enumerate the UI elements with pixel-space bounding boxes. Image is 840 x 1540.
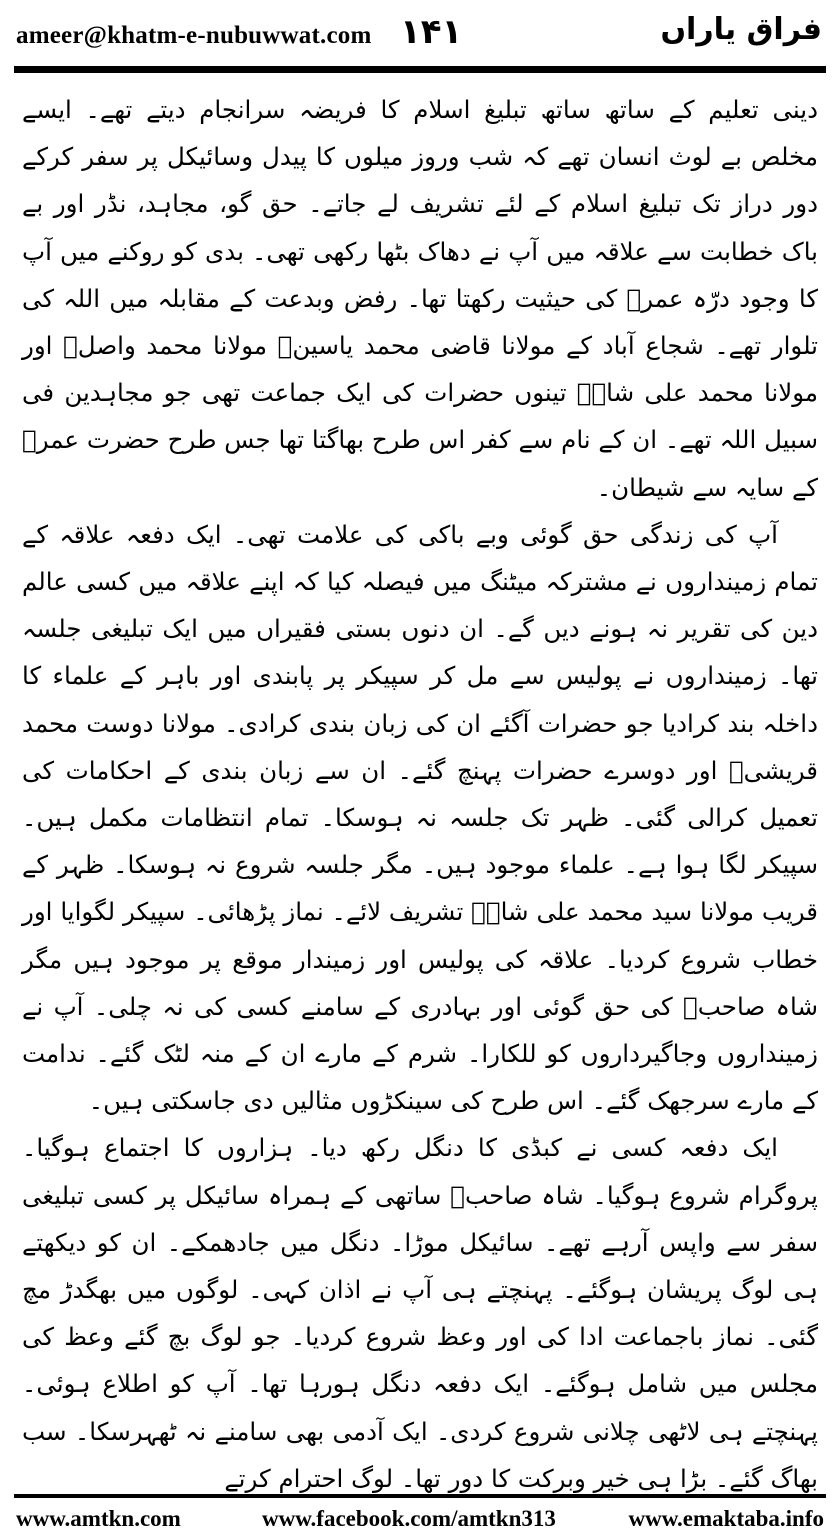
header-email: ameer@khatm-e-nubuwwat.com [16, 22, 372, 49]
page-header [0, 0, 840, 82]
page-number: ۱۴۱ [400, 12, 463, 52]
paragraph: دینی تعلیم کے ساتھ ساتھ تبلیغ اسلام کا فریضہ سرانجام دیتے تھے۔ ایسے مخلص بے لوث انسان تھے کہ شب وروز میلوں کا پیدل وسائیکل پر سفر کرکے دور دراز تک تبلیغ اسلام کے لئے تشریف لے جاتے۔ حق گو، مجاہد، نڈر اور بے باک خطابت سے علاقہ میں آپ نے دھاک بٹھا رکھی تھی۔ بدی کو روکنے میں آپ کا وجود درّہ عمرؓ کی حیثیت رکھتا تھا۔ رفض وبدعت کے مقابلہ میں اللہ کی تلوار تھے۔ شجاع آباد کے مولانا قاضی محمد یاسینؒ مولانا محمد واصلؒ اور مولانا محمد علی شاہؒ تینوں حضرات کی ایک جماعت تھی جو مجاہدین فی سبیل اللہ تھے۔ ان کے نام سے کفر اس طرح بھاگتا تھا جس طرح حضرت عمرؓ کے سایہ سے شیطان۔ [22, 95, 818, 502]
footer-link-emaktaba[interactable]: www.emaktaba.info [628, 1506, 824, 1531]
footer-link-facebook[interactable]: www.facebook.com/amtkn313 [262, 1506, 556, 1531]
paragraph: ایک دفعہ کسی نے کبڈی کا دنگل رکھ دیا۔ ہزاروں کا اجتماع ہوگیا۔ پروگرام شروع ہوگیا۔ شاہ صاحبؒ ساتھی کے ہمراہ سائیکل پر کسی تبلیغی سفر سے واپس آرہے تھے۔ سائیکل موڑا۔ دنگل میں جادھمکے۔ ان کو دیکھتے ہی لوگ پریشان ہوگئے۔ پہنچتے ہی آپ نے اذان کہی۔ لوگوں میں بھگدڑ مچ گئی۔ نماز باجماعت ادا کی اور وعظ شروع کردیا۔ جو لوگ بچ گئے وعظ کی مجلس میں شامل ہوگئے۔ ایک دفعہ دنگل ہورہا تھا۔ آپ کو اطلاع ہوئی۔ پہنچتے ہی لاٹھی چلانی شروع کردی۔ ایک آدمی بھی سامنے نہ ٹھہرسکا۔ سب بھاگ گئے۔ بڑا ہی خیر وبرکت کا دور تھا۔ لوگ احترام کرتے [22, 1133, 818, 1493]
page-footer [0, 1502, 840, 1540]
paragraph: آپ کی زندگی حق گوئی وبے باکی کی علامت تھی۔ ایک دفعہ علاقہ کے تمام زمینداروں نے مشترکہ میٹنگ میں فیصلہ کیا کہ اپنے علاقہ میں کسی عالم دین کی تقریر نہ ہونے دیں گے۔ ان دنوں بستی فقیراں میں ایک تبلیغی جلسہ تھا۔ زمینداروں نے پولیس سے مل کر سپیکر پر پابندی اور باہر کے علماء کا داخلہ بند کرادیا جو حضرات آگئے ان کی زبان بندی کرادی۔ مولانا دوست محمد قریشیؒ اور دوسرے حضرات پہنچ گئے۔ ان سے زبان بندی کے احکامات کی تعمیل کرالی گئی۔ ظہر تک جلسہ نہ ہوسکا۔ تمام انتظامات مکمل ہیں۔ سپیکر لگا ہوا ہے۔ علماء موجود ہیں۔ مگر جلسہ شروع نہ ہوسکا۔ ظہر کے قریب مولانا سید محمد علی شاہؒ تشریف لائے۔ نماز پڑھائی۔ سپیکر لگوایا اور خطاب شروع کردیا۔ علاقہ کی پولیس اور زمیندار موقع پر موجود ہیں مگر شاہ صاحبؒ کی حق گوئی اور بہادری کے سامنے کسی کی نہ چلی۔ آپ نے زمینداروں وجاگیرداروں کو للکارا۔ شرم کے مارے ان کے منہ لٹک گئے۔ ندامت کے مارے سرجھک گئے۔ اس طرح کی سینکڑوں مثالیں دی جاسکتی ہیں۔ [22, 519, 818, 1116]
book-title: فراق یاراں [660, 12, 822, 47]
footer-link-amtkn[interactable]: www.amtkn.com [16, 1506, 181, 1531]
header-rule [14, 66, 826, 73]
page-body [22, 86, 818, 1493]
footer-rule [14, 1494, 826, 1498]
